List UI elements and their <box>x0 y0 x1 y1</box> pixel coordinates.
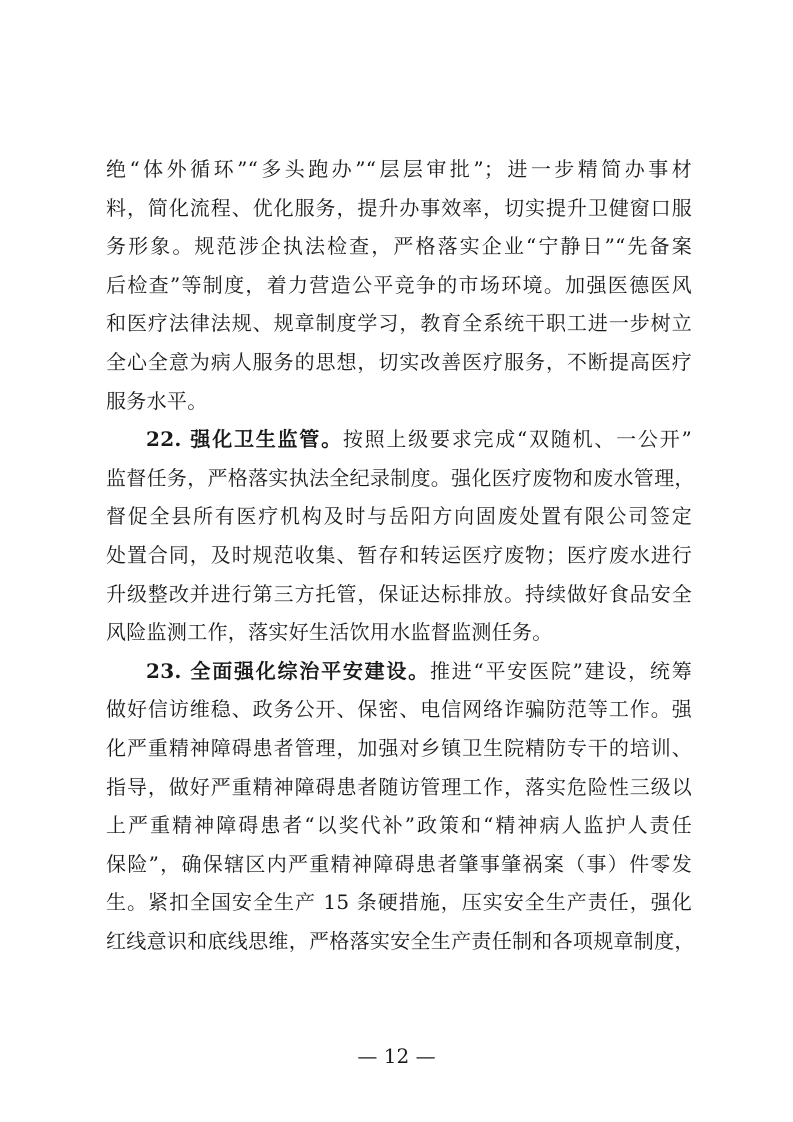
text-line: 生。紧扣全国安全生产 15 条硬措施，压实安全生产责任，强化 <box>106 890 692 915</box>
section-heading: 22. 强化卫生监管。 <box>146 427 343 452</box>
text-line: 务形象。规范涉企执法检查，严格落实企业“宁静日”“先备案 <box>106 234 692 259</box>
paragraph-item-22 <box>106 420 695 652</box>
text-line: 红线意识和底线思维，严格落实安全生产责任制和各项规章制度， <box>106 928 695 953</box>
text-line: 和医疗法律法规、规章制度学习，教育全系统干职工进一步树立 <box>106 311 692 336</box>
page-number: — 12 — <box>357 1044 436 1068</box>
text-line: 保险”，确保辖区内严重精神障碍患者肇事肇祸案（事）件零发 <box>106 851 692 876</box>
text-line: 料，简化流程、优化服务，提升办事效率，切实提升卫健窗口服 <box>106 195 692 220</box>
text-line: 监督任务，严格落实执法全纪录制度。强化医疗废物和废水管理， <box>106 465 695 490</box>
text-line: 服务水平。 <box>106 388 208 413</box>
text-line: 指导，做好严重精神障碍患者随访管理工作，落实危险性三级以 <box>106 774 692 799</box>
text-line: 全心全意为病人服务的思想，切实改善医疗服务，不断提高医疗 <box>106 349 692 374</box>
section-heading: 23. 全面强化综治平安建设。 <box>146 658 430 683</box>
text-line: 后检查”等制度，着力营造公平竞争的市场环境。加强医德医风 <box>106 272 692 297</box>
paragraph-continuation <box>106 150 692 420</box>
text-line: 升级整改并进行第三方托管，保证达标排放。持续做好食品安全 <box>106 581 692 606</box>
text-line: 做好信访维稳、政务公开、保密、电信网络诈骗防范等工作。强 <box>106 697 692 722</box>
text-line: 绝“体外循环”“多头跑办”“层层审批”；进一步精简办事材 <box>106 157 692 181</box>
text-run: 按照上级要求完成“双随机、一公开” <box>342 427 692 452</box>
text-line: 风险监测工作，落实好生活饮用水监督监测任务。 <box>106 620 553 645</box>
text-line: 处置合同，及时规范收集、暂存和转运医疗废物；医疗废水进行 <box>106 542 692 567</box>
text-line: 化严重精神障碍患者管理，加强对乡镇卫生院精防专干的培训、 <box>106 735 692 760</box>
paragraph-first-line <box>106 652 692 691</box>
document-body <box>106 150 695 960</box>
text-line: 上严重精神障碍患者“以奖代补”政策和“精神病人监护人责任 <box>106 813 692 838</box>
text-line: 督促全县所有医疗机构及时与岳阳方向固废处置有限公司签定 <box>106 504 692 529</box>
paragraph-first-line <box>106 420 692 459</box>
paragraph-item-23 <box>106 652 695 961</box>
text-run: 推进“平安医院”建设，统筹 <box>429 658 692 683</box>
